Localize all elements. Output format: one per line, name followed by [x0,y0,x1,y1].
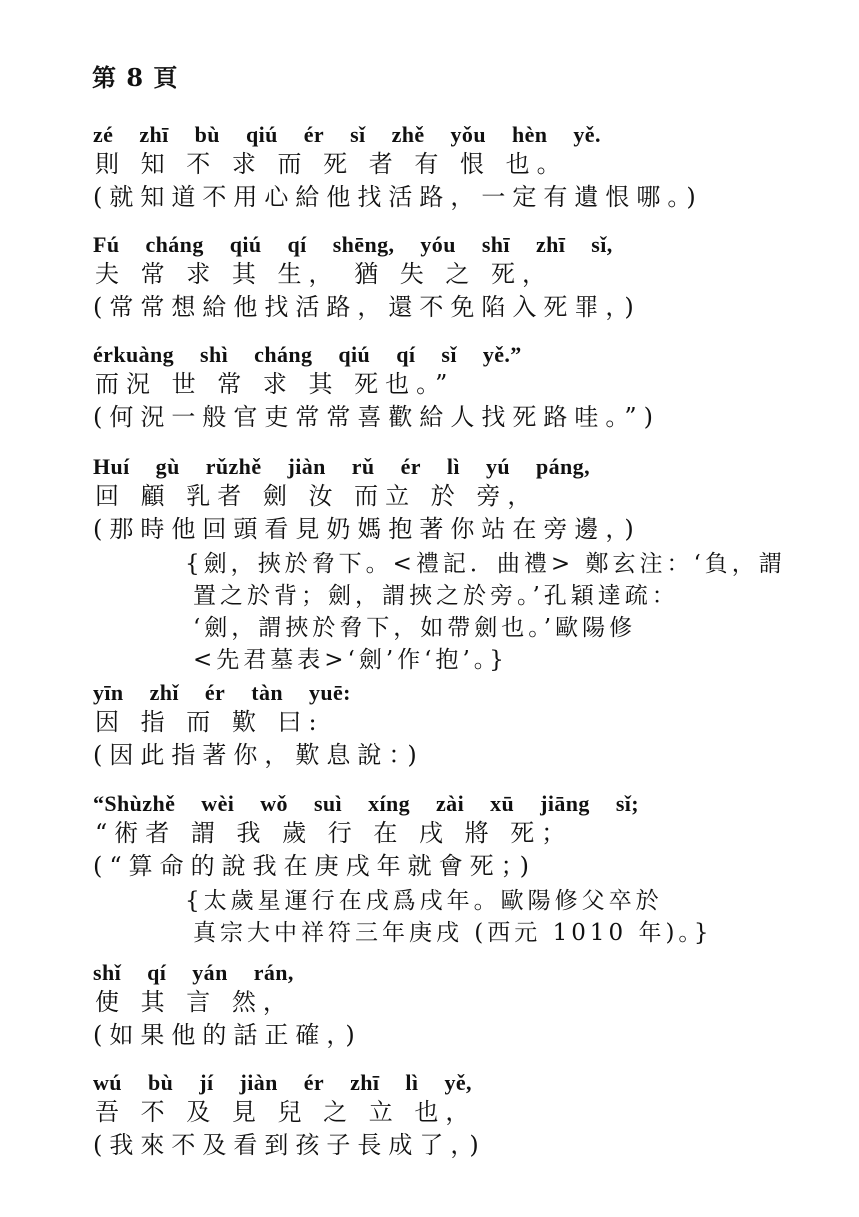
note-line: {太歲星運行在戌爲戌年。歐陽修父卒於 [185,888,663,914]
pinyin-syllable: zhī [139,122,169,147]
note-line: <先君墓表>‘劍’作‘抱’。} [193,647,508,673]
pinyin-syllable: lì [405,1070,419,1095]
verse-block-1 [93,116,813,214]
pinyin-syllable: qiú [338,342,371,367]
verse-block-5 [93,674,813,772]
pinyin-syllable: bù [194,122,220,147]
pinyin-line [93,674,813,706]
modern-chinese-gloss: (常常想給他找活路，還不免陷入死罪，) [93,293,641,321]
pinyin-line [93,954,813,986]
pinyin-syllable: yě.” [482,342,522,367]
pinyin-syllable: xíng [368,791,411,816]
pinyin-line [93,448,813,480]
pinyin-syllable: yóu [420,232,456,257]
annotation-note [185,885,813,949]
classical-chinese-line: “術者 謂 我 歲 行 在 戌 將 死； [95,819,573,847]
pinyin-syllable: shì [200,342,229,367]
pinyin-syllable: lì [446,454,460,479]
pinyin-syllable: Huí [93,454,130,479]
pinyin-syllable: qiú [229,232,262,257]
pinyin-syllable: rán, [253,960,294,985]
pinyin-syllable: suì [313,791,343,816]
pinyin-syllable: yuē: [308,680,351,705]
pinyin-syllable: cháng [145,232,204,257]
pinyin-syllable: jiàn [239,1070,278,1095]
pinyin-syllable: páng, [536,454,590,479]
modern-chinese-gloss: (那時他回頭看見奶媽抱著你站在旁邊，) [93,515,641,543]
verse-block-7 [93,954,813,1052]
pinyin-syllable: yīn [93,680,124,705]
pinyin-syllable: hèn [511,122,548,147]
page-number: 第 8 頁 [92,63,179,92]
pinyin-syllable: ér [400,454,421,479]
pinyin-line [93,785,813,817]
pinyin-syllable: sǐ; [615,791,640,816]
pinyin-line [93,1064,813,1096]
pinyin-line [93,116,813,148]
pinyin-syllable: zài [436,791,465,816]
annotation-note [185,548,813,676]
pinyin-syllable: gù [155,454,180,479]
modern-chinese-gloss: (就知道不用心給他找活路，一定有遺恨哪。) [93,183,703,211]
classical-chinese-line: 使 其 言 然， [95,988,294,1016]
pinyin-syllable: jiàn [287,454,326,479]
verse-block-2 [93,226,813,324]
pinyin-line [93,336,813,368]
pinyin-syllable: jiāng [540,791,590,816]
note-line: {劍，挾於脅下。<禮記．曲禮> 鄭玄注：‘負，謂 [185,551,786,577]
note-line: 真宗大中祥符三年庚戌 (西元 1010 年)。} [193,920,713,946]
pinyin-syllable: yǒu [450,122,486,147]
note-line: 置之於背；劍，謂挾之於旁。’孔穎達疏： [193,583,679,609]
pinyin-syllable: qí [287,232,307,257]
modern-chinese-gloss: (如果他的話正確，) [93,1021,362,1049]
modern-chinese-gloss: (我來不及看到孩子長成了，) [93,1131,486,1159]
modern-chinese-gloss: (因此指著你，歎息說：) [93,741,424,769]
pinyin-syllable: zhī [535,232,566,257]
pinyin-syllable: rǔ [351,454,375,479]
pinyin-syllable: “Shùzhě [93,791,176,816]
pinyin-syllable: shēng, [332,232,395,257]
classical-chinese-line: 回 顧 乳者 劍 汝 而立 於 旁， [95,482,539,510]
pinyin-syllable: zé [93,122,114,147]
pinyin-syllable: xū [490,791,515,816]
pinyin-syllable: yán [192,960,228,985]
pinyin-syllable: shī [481,232,510,257]
pinyin-line [93,226,813,258]
pinyin-syllable: cháng [254,342,313,367]
pinyin-syllable: wǒ [260,791,288,816]
pinyin-syllable: qí [147,960,167,985]
pinyin-syllable: zhī [350,1070,380,1095]
modern-chinese-gloss: (“算命的說我在庚戌年就會死；) [93,852,536,880]
pinyin-syllable: ér [303,122,325,147]
pinyin-syllable: rǔzhě [205,454,262,479]
pinyin-syllable: shǐ [93,960,122,985]
modern-chinese-gloss: (何況一般官吏常常喜歡給人找死路哇。”) [93,403,660,431]
note-line: ‘劍，謂挾於脅下，如帶劍也。’歐陽修 [193,615,637,641]
pinyin-syllable: sǐ [350,122,366,147]
pinyin-syllable: jí [199,1070,214,1095]
pinyin-syllable: sǐ, [591,232,613,257]
classical-chinese-line: 夫 常 求 其 生， 猶 失 之 死， [95,260,554,288]
pinyin-syllable: Fú [93,232,120,257]
verse-block-8 [93,1064,813,1162]
verse-block-3 [93,336,813,434]
classical-chinese-line: 因 指 而 歎 曰: [95,708,324,736]
pinyin-syllable: qí [396,342,416,367]
pinyin-syllable: wèi [201,791,235,816]
pinyin-syllable: sǐ [441,342,457,367]
pinyin-syllable: wú [93,1070,122,1095]
pinyin-syllable: tàn [251,680,283,705]
pinyin-syllable: zhǐ [149,680,179,705]
pinyin-syllable: yě. [573,122,601,147]
verse-block-6 [93,785,813,949]
pinyin-syllable: yú [485,454,510,479]
classical-chinese-line: 吾 不 及 見 兒 之 立 也， [95,1098,477,1126]
pinyin-syllable: yě, [444,1070,472,1095]
classical-chinese-line: 則 知 不 求 而 死 者 有 恨 也。 [95,150,568,178]
pinyin-syllable: ér [204,680,226,705]
pinyin-syllable: érkuàng [93,342,175,367]
pinyin-syllable: ér [303,1070,325,1095]
pinyin-syllable: qiú [245,122,278,147]
verse-block-4 [93,448,813,676]
pinyin-syllable: bù [147,1070,174,1095]
classical-chinese-line: 而況 世 常 求 其 死也。” [95,370,455,398]
pinyin-syllable: zhě [391,122,425,147]
